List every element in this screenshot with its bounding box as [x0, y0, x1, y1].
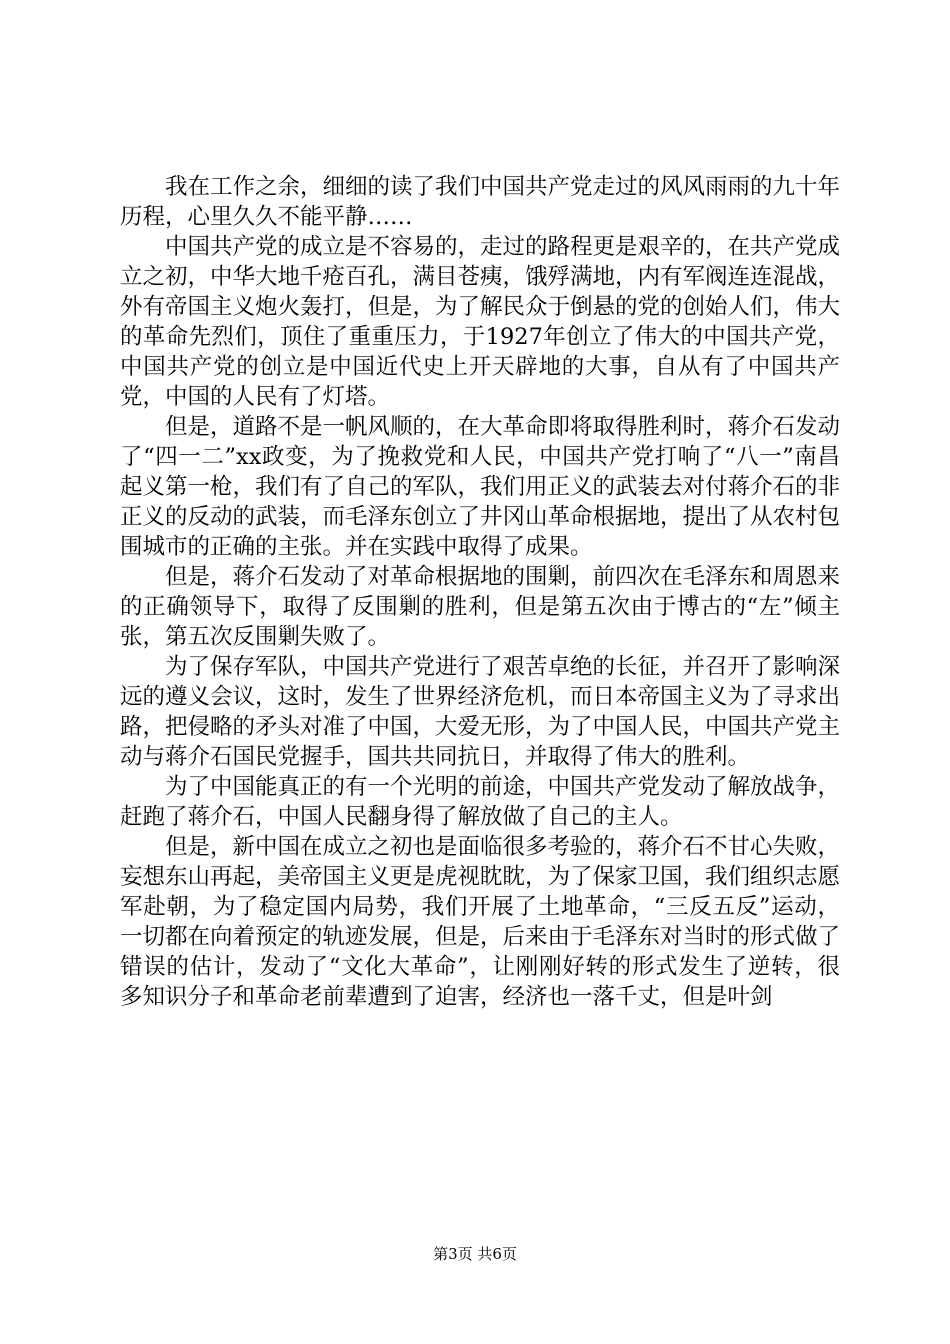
paragraph: 中国共产党的成立是不容易的，走过的路程更是艰辛的，在共产党成立之初，中华大地千疮百孔，满目苍痍，饿殍满地，内有军阀连连混战，外有帝国主义炮火轰打，但是，为了解民众于倒悬的党的创始人们，伟大的革命先烈们，顶住了重重压力，于1927年创立了伟大的中国共产党，中国共产党的创立是中国近代史上开天辟地的大事，自从有了中国共产党，中国的人民有了灯塔。: [120, 234, 841, 410]
paragraph: 但是，蒋介石发动了对革命根据地的围剿，前四次在毛泽东和周恩来的正确领导下，取得了反围剿的胜利，但是第五次由于博古的“左”倾主张，第五次反围剿失败了。: [120, 564, 841, 650]
paragraph: 为了保存军队，中国共产党进行了艰苦卓绝的长征，并召开了影响深远的遵义会议，这时，发生了世界经济危机，而日本帝国主义为了寻求出路，把侵略的矛头对准了中国，大爱无形，为了中国人民，中国共产党主动与蒋介石国民党握手，国共共同抗日，并取得了伟大的胜利。: [120, 654, 841, 770]
paragraph: 但是，道路不是一帆风顺的，在大革命即将取得胜利时，蒋介石发动了“四一二”xx政变，为了挽救党和人民，中国共产党打响了“八一”南昌起义第一枪，我们有了自己的军队，我们用正义的武装去对付蒋介石的非正义的反动的武装，而毛泽东创立了井冈山革命根据地，提出了从农村包围城市的正确的主张。并在实践中取得了成果。: [120, 414, 841, 560]
paragraph: 但是，新中国在成立之初也是面临很多考验的，蒋介石不甘心失败，妄想东山再起，美帝国主义更是虎视眈眈，为了保家卫国，我们组织志愿军赴朝，为了稳定国内局势，我们开展了土地革命，“三反五反”运动，一切都在向着预定的轨迹发展，但是，后来由于毛泽东对当时的形式做了错误的估计，发动了“文化大革命”，让刚刚好转的形式发生了逆转，很多知识分子和革命老前辈遭到了迫害，经济也一落千丈，但是叶剑: [120, 834, 841, 1010]
paragraph: 我在工作之余，细细的读了我们中国共产党走过的风风雨雨的九十年历程，心里久久不能平静……: [120, 174, 841, 230]
document-body: [120, 172, 840, 1012]
paragraph: 为了中国能真正的有一个光明的前途，中国共产党发动了解放战争，赶跑了蒋介石，中国人民翻身得了解放做了自己的主人。: [120, 774, 841, 830]
page-number-footer: 第3页 共6页: [433, 1245, 517, 1263]
